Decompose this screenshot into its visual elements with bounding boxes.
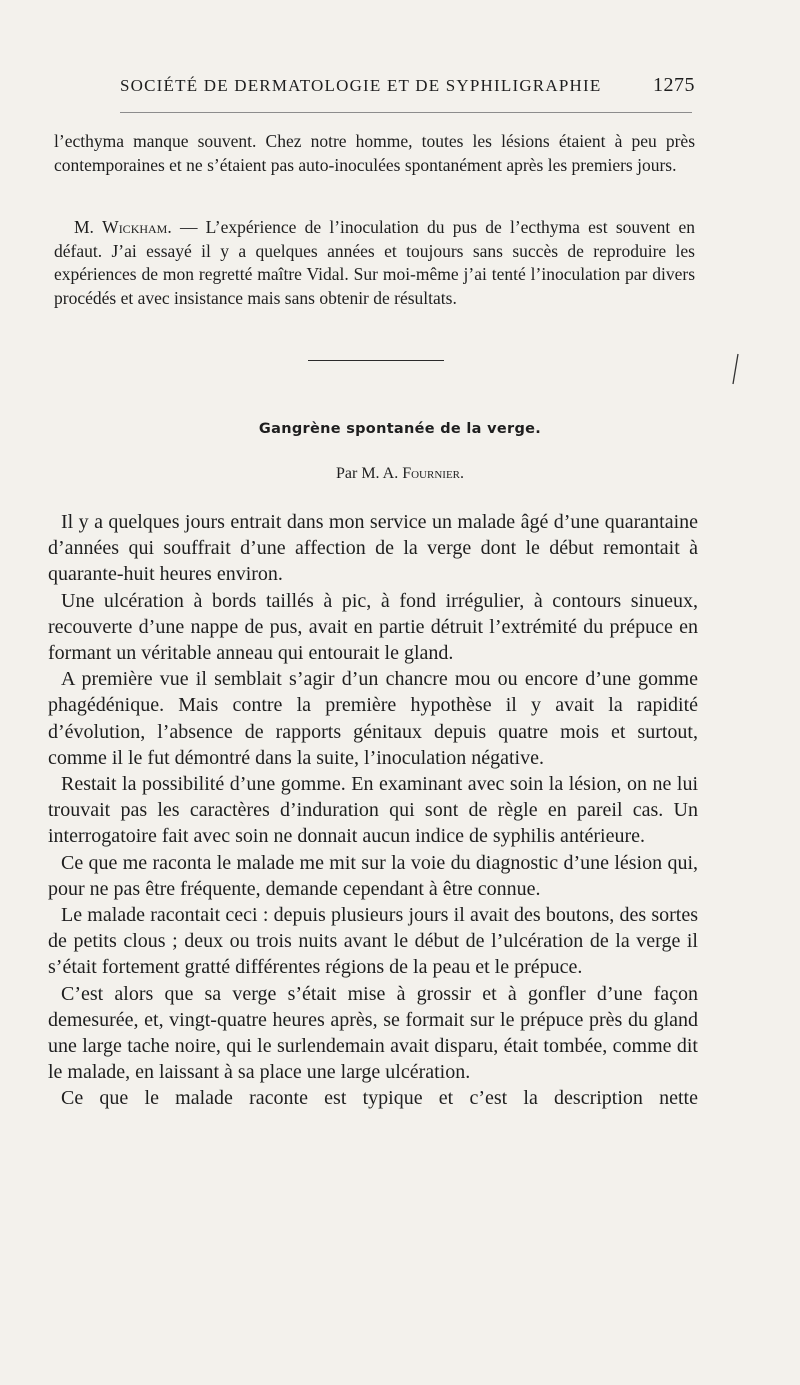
paragraph: Restait la possibilité d’une gomme. En examinant avec soin la lésion, on ne lui trouvait pas les caractères d’induration qui sont de règle en pareil cas. Un interrogatoire fait avec soin ne donnait aucun indice de syphilis antérieure. <box>48 773 698 848</box>
discussion-continuation <box>54 130 695 177</box>
paragraph: Une ulcération à bords taillés à pic, à fond irrégulier, à contours sinueux, recouverte d’une nappe de pus, avait en partie détruit l’extrémité du prépuce en formant un véritable anneau qui entourait le gland. <box>48 589 698 665</box>
paragraph: C’est alors que sa verge s’était mise à grossir et à gonfler d’une façon demesurée, et, vingt-quatre heures après, se formait sur le prépuce près du gland une large tache noire, qui le surlendemain avait disparu, était tombée, comme dit le malade, en laissant à sa place une large ulcération. <box>48 982 698 1084</box>
paragraph: Ce que le malade raconte est typique et c’est la description nette <box>61 1087 698 1110</box>
author-name: Fournier. <box>402 465 465 482</box>
remark-paragraph <box>54 216 695 310</box>
article-title: Gangrène spontanée de la verge. <box>258 421 542 437</box>
paragraph: A première vue il semblait s’agir d’un chancre mou ou encore d’une gomme phagédénique. Mais contre la première hypothèse il y avait la rapidité d’évolution, l’absence de rapports génitaux depuis quatre mois et surtout, comme il le fut démontré dans la suite, l’inoculation négative. <box>48 668 698 769</box>
article-body <box>48 509 698 1112</box>
header-title: SOCIÉTÉ DE DERMATOLOGIE ET DE SYPHILIGRAPHIE <box>120 76 602 95</box>
section-separator <box>308 360 444 361</box>
article-byline <box>0 465 800 483</box>
byline-prefix: Par M. A. <box>335 465 399 482</box>
remark-text: — L’expérience de l’inoculation du pus de l’ecthyma est souvent en défaut. J’ai essayé il y a quelques années et toujours sans succès de reproduire les expériences de mon regretté maître Vidal. Sur moi-même j’ai tenté l’inoculation par divers procédés et avec insistance mais sans obtenir de résultats. <box>54 217 696 308</box>
page-number: 1275 <box>653 74 695 96</box>
discussion-remark <box>54 216 695 310</box>
continuation-paragraph: l’ecthyma manque souvent. Chez notre homme, toutes les lésions étaient à peu près contemporaines et ne s’étaient pas auto-inoculées spontanément après les premiers jours. <box>54 131 695 175</box>
margin-pencil-mark <box>728 352 742 386</box>
speaker-name: Wickham. <box>102 217 172 237</box>
paragraph: Ce que me raconta le malade me mit sur la voie du diagnostic d’une lésion qui, pour ne pas être fréquente, demande cependant à être connue. <box>48 851 698 900</box>
paragraph: Le malade racontait ceci : depuis plusieurs jours il avait des boutons, des sortes de petits clous ; deux ou trois nuits avant le début de l’ulcération de la verge il s’était fortement gratté différentes régions de la peau et le prépuce. <box>48 904 698 979</box>
running-header <box>120 74 695 100</box>
paragraph: Il y a quelques jours entrait dans mon service un malade âgé d’une quarantaine d’années qui souffrait d’une affection de la verge dont le début remontait à quarante-huit heures environ. <box>48 511 698 586</box>
header-rule <box>120 112 692 113</box>
speaker-prefix: M. <box>74 217 94 237</box>
